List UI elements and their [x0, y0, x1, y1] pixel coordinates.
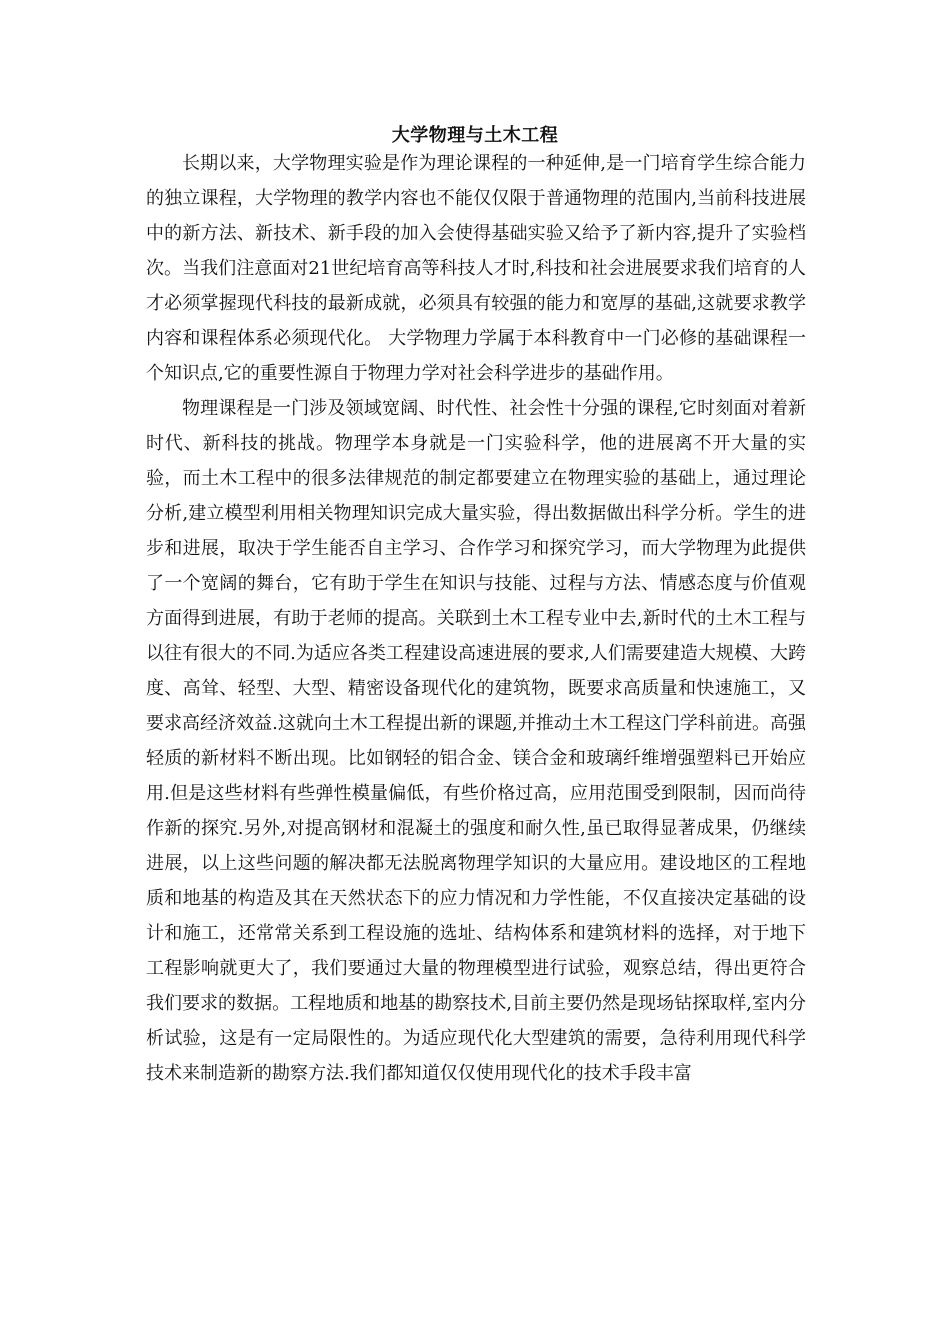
paragraph-2: 物理课程是一门涉及领域宽阔、时代性、社会性十分强的课程,它时刻面对着新时代、新科技的挑战。物理学本身就是一门实验科学，他的进展离不开大量的实验，而土木工程中的很多法律规范的制定都要建立在物理实验的基础上，通过理论分析,建立模型利用相关物理知识完成大量实验，得出数据做出科学分析。学生的进步和进展，取决于学生能否自主学习、合作学习和探究学习，而大学物理为此提供了一个宽阔的舞台，它有助于学生在知识与技能、过程与方法、情感态度与价值观方面得到进展，有助于老师的提高。关联到土木工程专业中去,新时代的土木工程与以往有很大的不同.为适应各类工程建设高速进展的要求,人们需要建造大规模、大跨度、高耸、轻型、大型、精密设备现代化的建筑物，既要求高质量和快速施工，又要求高经济效益.这就向土木工程提出新的课题,并推动土木工程这门学科前进。高强轻质的新材料不断出现。比如钢轻的铝合金、镁合金和玻璃纤维增强塑料已开始应用.但是这些材料有些弹性模量偏低，有些价格过高，应用范围受到限制，因而尚待作新的探究.另外,对提高钢材和混凝土的强度和耐久性,虽已取得显著成果，仍继续进展，以上这些问题的解决都无法脱离物理学知识的大量应用。建设地区的工程地质和地基的构造及其在天然状态下的应力情况和力学性能，不仅直接决定基础的设计和施工，还常常关系到工程设施的选址、结构体系和建筑材料的选择，对于地下工程影响就更大了，我们要通过大量的物理模型进行试验，观察总结，得出更符合我们要求的数据。工程地质和地基的勘察技术,目前主要仍然是现场钻探取样,室内分析试验，这是有一定局限性的。为适应现代化大型建筑的需要，急待利用现代科学技术来制造新的勘察方法.我们都知道仅仅使用现代化的技术手段丰富	[146, 398, 806, 1084]
document-title: 大学物理与土木工程	[391, 125, 559, 146]
paragraph-1: 长期以来，大学物理实验是作为理论课程的一种延伸,是一门培育学生综合能力的独立课程，大学物理的教学内容也不能仅仅限于普通物理的范围内,当前科技进展中的新方法、新技术、新手段的加入会使得基础实验又给予了新内容,提升了实验档次。当我们注意面对21世纪培育高等科技人才时,科技和社会进展要求我们培育的人才必须掌握现代科技的最新成就，必须具有较强的能力和宽厚的基础,这就要求教学内容和课程体系必须现代化。 大学物理力学属于本科教育中一门必修的基础课程一个知识点,它的重要性源自于物理力学对社会科学进步的基础作用。	[146, 153, 806, 384]
document-body	[146, 146, 806, 1091]
